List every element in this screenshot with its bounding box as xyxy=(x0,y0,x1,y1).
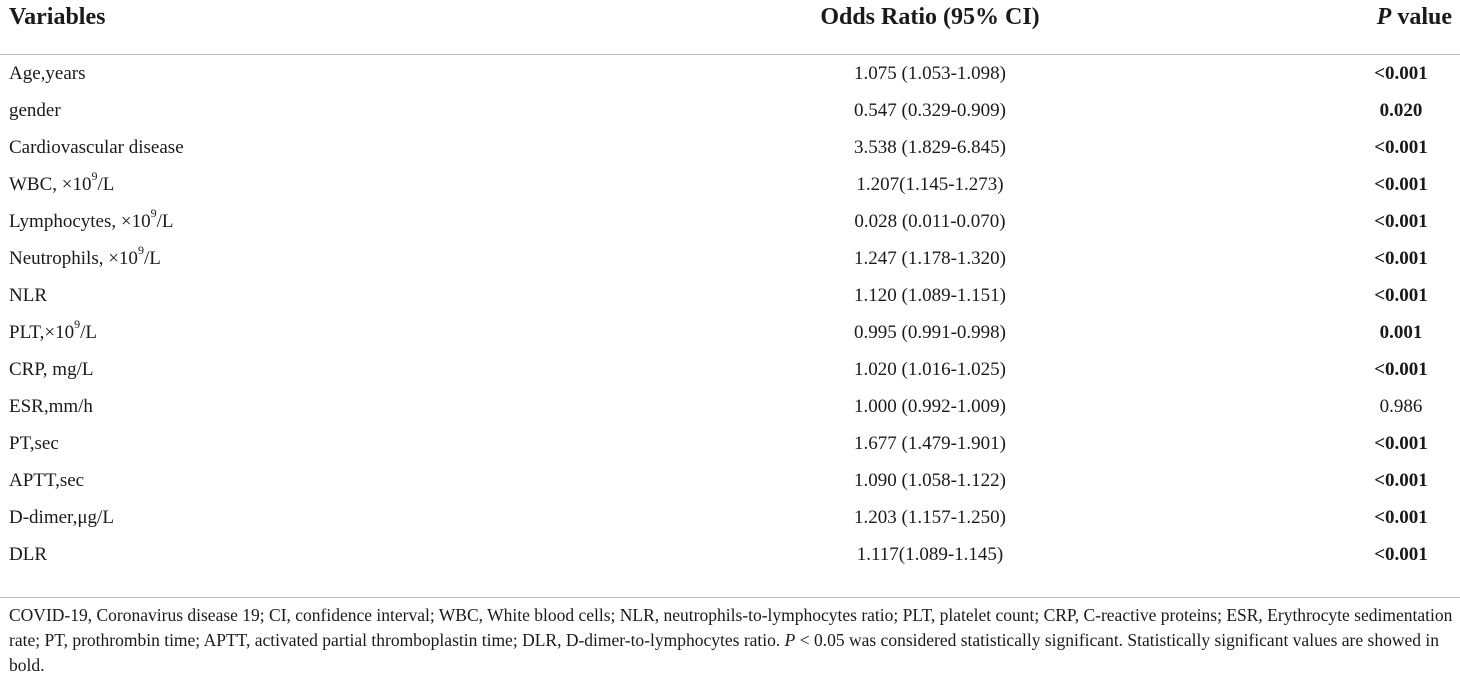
table-row xyxy=(0,166,1460,203)
variable-label: DLR xyxy=(9,544,47,565)
table-row xyxy=(0,351,1460,388)
header-p-italic: P xyxy=(1376,4,1392,30)
table-row xyxy=(0,203,1460,240)
table-row xyxy=(0,55,1460,93)
unit-suffix: /L xyxy=(143,248,161,269)
unit-exponent: 9 xyxy=(137,242,144,257)
cell-odds-ratio: 1.075 (1.053-1.098) xyxy=(854,63,1006,84)
variable-label: gender xyxy=(9,100,61,121)
cell-odds-ratio: 1.117(1.089-1.145) xyxy=(856,544,1004,565)
unit-suffix: /L xyxy=(156,211,174,232)
variable-label: Cardiovascular disease xyxy=(9,137,184,158)
cell-odds-ratio: 1.677 (1.479-1.901) xyxy=(854,433,1006,454)
cell-p-value: <0.001 xyxy=(1374,544,1428,565)
cell-p-value: <0.001 xyxy=(1374,470,1428,491)
cell-p-value: <0.001 xyxy=(1374,211,1428,232)
cell-variable xyxy=(0,55,509,93)
header-variables: Variables xyxy=(9,4,106,30)
table-row xyxy=(0,425,1460,462)
footnote-text-before: COVID-19, Coronavirus disease 19; CI, confidence interval; WBC, White blood cells; NLR, neutrophils-to-lymphocytes ratio; PLT, platelet count; CRP, C-reactive proteins; ESR, Erythrocyte sedimentation rate; PT, prothrombin time; APTT, activated partial thromboplastin time; DLR, D-dimer-to-lymphocytes ratio. xyxy=(9,605,1453,650)
table-row xyxy=(0,388,1460,425)
table-body xyxy=(0,55,1460,574)
header-rule xyxy=(0,34,1460,55)
cell-variable xyxy=(0,277,509,314)
variable-label: Neutrophils, ×10 xyxy=(9,248,138,269)
variable-label: PT,sec xyxy=(9,433,59,454)
table-row xyxy=(0,536,1460,573)
table-row xyxy=(0,277,1460,314)
variable-label: WBC, ×10 xyxy=(9,174,92,195)
cell-p-value: 0.001 xyxy=(1379,322,1423,343)
cell-variable xyxy=(0,388,509,425)
cell-odds-ratio: 1.000 (0.992-1.009) xyxy=(854,396,1006,417)
cell-odds-ratio: 1.120 (1.089-1.151) xyxy=(854,285,1006,306)
cell-p-value: <0.001 xyxy=(1374,359,1428,380)
cell-variable xyxy=(0,203,509,240)
cell-odds-ratio: 3.538 (1.829-6.845) xyxy=(854,137,1006,158)
unit-exponent: 9 xyxy=(74,316,81,331)
table-footnote xyxy=(9,603,1454,678)
cell-variable xyxy=(0,351,509,388)
cell-variable xyxy=(0,92,509,129)
table-row xyxy=(0,129,1460,166)
cell-variable xyxy=(0,462,509,499)
variable-label: Lymphocytes, ×10 xyxy=(9,211,151,232)
variable-label: Age,years xyxy=(9,63,86,84)
variable-label: ESR,mm/h xyxy=(9,396,93,417)
header-p-rest: value xyxy=(1391,4,1452,30)
header-row xyxy=(0,0,1460,34)
cell-odds-ratio: 0.028 (0.011-0.070) xyxy=(854,211,1006,232)
cell-p-value: <0.001 xyxy=(1374,507,1428,528)
cell-odds-ratio: 1.090 (1.058-1.122) xyxy=(854,470,1006,491)
cell-p-value: <0.001 xyxy=(1374,285,1428,306)
cell-variable xyxy=(0,314,509,351)
variable-label: PLT,×10 xyxy=(9,322,75,343)
cell-p-value: <0.001 xyxy=(1374,63,1428,84)
cell-variable xyxy=(0,129,509,166)
variable-label: D-dimer,μg/L xyxy=(9,507,114,528)
cell-variable xyxy=(0,536,509,573)
header-odds-ratio: Odds Ratio (95% CI) xyxy=(820,4,1040,30)
cell-variable xyxy=(0,425,509,462)
cell-variable xyxy=(0,240,509,277)
table-row xyxy=(0,499,1460,536)
cell-odds-ratio: 1.207(1.145-1.273) xyxy=(856,174,1004,195)
cell-p-value: 0.986 xyxy=(1379,396,1423,417)
header-p-value xyxy=(1351,0,1460,34)
cell-p-value: <0.001 xyxy=(1374,433,1428,454)
cell-odds-ratio: 1.020 (1.016-1.025) xyxy=(854,359,1006,380)
cell-odds-ratio: 0.995 (0.991-0.998) xyxy=(854,322,1006,343)
table-row xyxy=(0,462,1460,499)
cell-odds-ratio: 1.247 (1.178-1.320) xyxy=(854,248,1006,269)
unit-exponent: 9 xyxy=(150,205,157,220)
unit-suffix: /L xyxy=(80,322,97,343)
cell-odds-ratio: 0.547 (0.329-0.909) xyxy=(854,100,1006,121)
variable-label: CRP, mg/L xyxy=(9,359,94,380)
table-row xyxy=(0,92,1460,129)
unit-suffix: /L xyxy=(97,174,115,195)
variable-label: NLR xyxy=(9,285,47,306)
variable-label: APTT,sec xyxy=(9,470,85,491)
footnote-text-after: < 0.05 was considered statistically significant. Statistically significant values are showed in bold. xyxy=(9,630,1439,675)
table-row xyxy=(0,240,1460,277)
cell-p-value: 0.020 xyxy=(1379,100,1423,121)
footnote-rule xyxy=(0,597,1460,598)
unit-exponent: 9 xyxy=(91,168,98,183)
footnote-p-italic: P xyxy=(784,630,796,650)
cell-p-value: <0.001 xyxy=(1374,174,1428,195)
table-row xyxy=(0,314,1460,351)
cell-p-value: <0.001 xyxy=(1374,137,1428,158)
cell-odds-ratio: 1.203 (1.157-1.250) xyxy=(854,507,1006,528)
cell-variable xyxy=(0,166,509,203)
cell-variable xyxy=(0,499,509,536)
cell-p-value: <0.001 xyxy=(1374,248,1428,269)
